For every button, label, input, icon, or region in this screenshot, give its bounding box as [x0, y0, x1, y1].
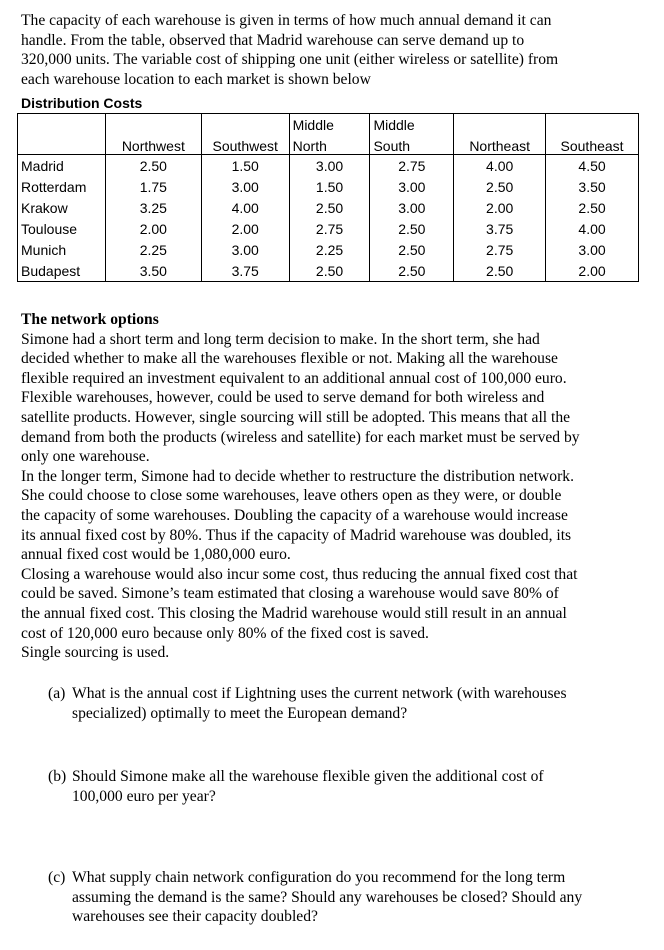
- intro-paragraph: [21, 11, 621, 89]
- header-cell: [454, 114, 546, 134]
- table-row: [18, 176, 639, 197]
- cost-cell: 3.50: [546, 176, 639, 197]
- network-line: She could choose to close some warehouses, leave others open as they were, or double: [21, 487, 562, 505]
- network-line: annual fixed cost would be 1,080,000 euro.: [21, 546, 291, 564]
- cost-cell: 2.00: [454, 197, 546, 218]
- header-cell: South: [370, 133, 454, 155]
- cost-cell: 3.75: [201, 260, 289, 282]
- cost-cell: 3.00: [201, 239, 289, 260]
- warehouse-cell: Budapest: [18, 260, 106, 282]
- question-text: Should Simone make all the warehouse flexible given the additional cost of: [72, 768, 544, 785]
- network-line: Simone had a short term and long term decision to make. In the short term, she had: [21, 330, 540, 348]
- network-line: only one warehouse.: [21, 448, 150, 466]
- network-line: demand from both the products (wireless and satellite) for each market must be served by: [21, 428, 580, 446]
- network-line: satellite products. However, single sourcing will still be adopted. This means that all the: [21, 408, 571, 426]
- cost-cell: 2.50: [370, 260, 454, 282]
- network-line: flexible required an investment equivalent to an additional annual cost of 100,000 euro.: [21, 369, 567, 387]
- cost-cell: 2.50: [105, 155, 201, 177]
- table-row: [18, 260, 639, 282]
- cost-cell: 2.25: [289, 239, 370, 260]
- warehouse-cell: Madrid: [18, 155, 106, 177]
- question-text: specialized) optimally to meet the European demand?: [72, 704, 408, 722]
- header-cell: Middle: [370, 114, 454, 134]
- header-cell: [546, 114, 639, 134]
- cost-cell: 3.00: [370, 197, 454, 218]
- cost-cell: 2.00: [201, 218, 289, 239]
- distribution-costs-title: Distribution Costs: [21, 95, 143, 111]
- question-c: [48, 868, 638, 927]
- network-options-section: [21, 310, 641, 663]
- warehouse-cell: Munich: [18, 239, 106, 260]
- header-cell: Southwest: [201, 133, 289, 155]
- network-line: the annual fixed cost. This closing the Madrid warehouse would still result in an annual: [21, 604, 567, 622]
- intro-line: handle. From the table, observed that Madrid warehouse can serve demand up to: [21, 31, 525, 49]
- header-cell: [105, 114, 201, 134]
- cost-cell: 1.50: [289, 176, 370, 197]
- cost-cell: 2.75: [370, 155, 454, 177]
- cost-cell: 2.75: [454, 239, 546, 260]
- network-line: In the longer term, Simone had to decide whether to restructure the distribution network.: [21, 467, 574, 485]
- cost-cell: 4.50: [546, 155, 639, 177]
- cost-cell: 3.00: [370, 176, 454, 197]
- cost-cell: 2.50: [370, 239, 454, 260]
- cost-cell: 2.50: [370, 218, 454, 239]
- intro-line: each warehouse location to each market is shown below: [21, 70, 371, 88]
- distribution-costs-table: [17, 113, 639, 282]
- question-label: (a): [48, 685, 66, 702]
- question-text: assuming the demand is the same? Should any warehouses be closed? Should any: [72, 888, 583, 906]
- warehouse-cell: Rotterdam: [18, 176, 106, 197]
- table-row: [18, 197, 639, 218]
- cost-cell: 2.50: [289, 197, 370, 218]
- network-line: Flexible warehouses, however, could be used to serve demand for both wireless and: [21, 389, 545, 407]
- network-line: cost of 120,000 euro because only 80% of the fixed cost is saved.: [21, 624, 429, 642]
- cost-cell: 3.00: [201, 176, 289, 197]
- network-line: its annual fixed cost by 80%. Thus if the capacity of Madrid warehouse was doubled, its: [21, 526, 572, 544]
- question-text: warehouses see their capacity doubled?: [72, 908, 318, 926]
- cost-cell: 2.50: [454, 260, 546, 282]
- cost-cell: 4.00: [546, 218, 639, 239]
- intro-line: The capacity of each warehouse is given in terms of how much annual demand it can: [21, 12, 552, 29]
- question-b: [48, 767, 638, 806]
- table-row: [18, 155, 639, 177]
- cost-cell: 1.75: [105, 176, 201, 197]
- header-cell: Middle: [289, 114, 370, 134]
- cost-cell: 2.50: [289, 260, 370, 282]
- network-line: decided whether to make all the warehouses flexible or not. Making all the warehouse: [21, 350, 558, 368]
- cost-cell: 3.00: [546, 239, 639, 260]
- question-text: 100,000 euro per year?: [72, 787, 216, 805]
- warehouse-cell: Krakow: [18, 197, 106, 218]
- question-label: (c): [48, 869, 66, 886]
- network-line: Single sourcing is used.: [21, 644, 170, 662]
- header-cell: Southeast: [546, 133, 639, 155]
- question-text: What supply chain network configuration do you recommend for the long term: [72, 869, 566, 886]
- warehouse-cell: Toulouse: [18, 218, 106, 239]
- network-line: the capacity of some warehouses. Doubling the capacity of a warehouse would increase: [21, 506, 568, 524]
- cost-cell: 2.00: [546, 260, 639, 282]
- cost-cell: 1.50: [201, 155, 289, 177]
- question-a: [48, 684, 638, 723]
- network-options-heading: The network options: [21, 311, 159, 328]
- header-cell: North: [289, 133, 370, 155]
- question-text: What is the annual cost if Lightning uses the current network (with warehouses: [72, 685, 567, 702]
- cost-cell: 2.50: [454, 176, 546, 197]
- question-label: (b): [48, 768, 67, 785]
- header-cell: Northeast: [454, 133, 546, 155]
- header-cell: Northwest: [105, 133, 201, 155]
- cost-cell: 3.50: [105, 260, 201, 282]
- header-cell: [18, 133, 106, 155]
- intro-line: 320,000 units. The variable cost of shipping one unit (either wireless or satellite) from: [21, 51, 559, 69]
- table-row: [18, 239, 639, 260]
- header-cell: [201, 114, 289, 134]
- cost-cell: 3.75: [454, 218, 546, 239]
- cost-cell: 2.75: [289, 218, 370, 239]
- header-cell: [18, 114, 106, 134]
- cost-cell: 3.25: [105, 197, 201, 218]
- network-line: Closing a warehouse would also incur some cost, thus reducing the annual fixed cost that: [21, 565, 578, 583]
- network-line: could be saved. Simone’s team estimated that closing a warehouse would save 80% of: [21, 585, 559, 603]
- cost-cell: 2.50: [546, 197, 639, 218]
- cost-cell: 4.00: [201, 197, 289, 218]
- cost-cell: 3.00: [289, 155, 370, 177]
- cost-cell: 4.00: [454, 155, 546, 177]
- table-row: [18, 218, 639, 239]
- cost-cell: 2.00: [105, 218, 201, 239]
- cost-cell: 2.25: [105, 239, 201, 260]
